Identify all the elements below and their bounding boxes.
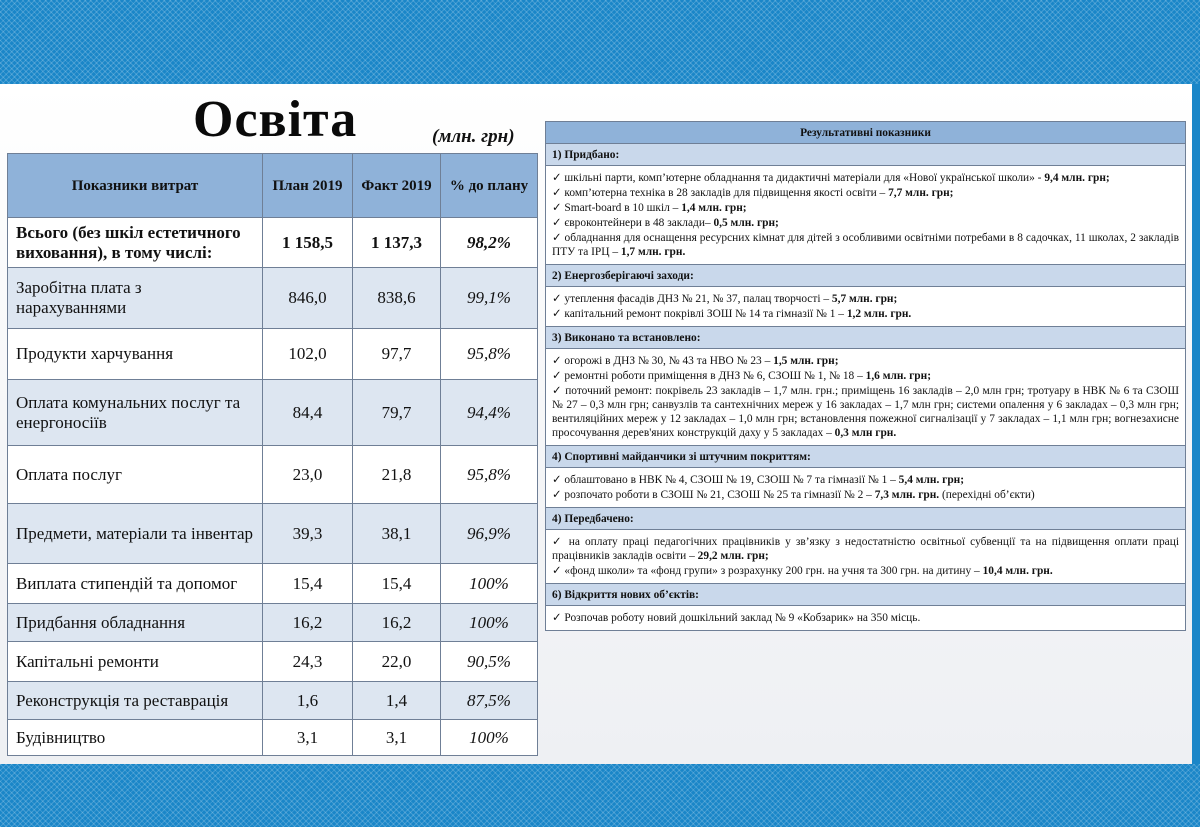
header-percent: % до плану xyxy=(441,154,538,218)
section-body xyxy=(546,166,1186,265)
cost-plan: 102,0 xyxy=(263,329,353,380)
cost-fact: 16,2 xyxy=(353,604,441,642)
table-row xyxy=(8,604,538,642)
cost-fact: 21,8 xyxy=(353,446,441,504)
item-amount: 1,7 млн. грн. xyxy=(620,246,686,258)
cost-plan: 846,0 xyxy=(263,268,353,329)
item-text: ремонтні роботи приміщення в ДНЗ № 6, СЗОШ № 1, № 18 – xyxy=(564,370,866,382)
cost-percent: 96,9% xyxy=(441,504,538,564)
section-body xyxy=(546,468,1186,508)
cost-name: Предмети, матеріали та інвентар xyxy=(8,504,263,564)
check-icon: ✓ xyxy=(552,474,562,486)
list-item xyxy=(552,535,1179,563)
unit-label: (млн. грн) xyxy=(432,126,515,147)
cost-plan: 16,2 xyxy=(263,604,353,642)
cost-plan: 1 158,5 xyxy=(263,218,353,268)
check-icon: ✓ xyxy=(552,612,562,624)
check-icon: ✓ xyxy=(552,355,562,367)
check-icon: ✓ xyxy=(552,217,562,229)
header-plan: План 2019 xyxy=(263,154,353,218)
results-header: Результативні показники xyxy=(546,122,1186,144)
check-icon: ✓ xyxy=(552,232,562,244)
section-title-row xyxy=(546,327,1186,349)
section-title: 6) Відкриття нових об’єктів: xyxy=(546,584,1186,606)
item-text: комп’ютерна техніка в 28 закладів для підвищення якості освіти – xyxy=(564,187,889,199)
cost-percent: 95,8% xyxy=(441,446,538,504)
item-amount: 7,7 млн. грн; xyxy=(888,187,954,199)
item-amount: 29,2 млн. грн; xyxy=(697,550,769,562)
check-icon: ✓ xyxy=(552,385,562,397)
list-item xyxy=(552,307,1179,321)
item-amount: 1,4 млн. грн; xyxy=(681,202,747,214)
cost-name: Всього (без шкіл естетичного виховання), в тому числі: xyxy=(8,218,263,268)
check-icon: ✓ xyxy=(552,172,562,184)
item-amount: 1,6 млн. грн; xyxy=(865,370,931,382)
cost-percent: 94,4% xyxy=(441,380,538,446)
cost-fact: 38,1 xyxy=(353,504,441,564)
section-body xyxy=(546,530,1186,584)
check-icon: ✓ xyxy=(552,370,562,382)
section-body xyxy=(546,287,1186,327)
section-body xyxy=(546,606,1186,631)
item-amount: 5,4 млн. грн; xyxy=(898,474,965,486)
cost-name: Оплата комунальних послуг та енергоносіїв xyxy=(8,380,263,446)
cost-percent: 87,5% xyxy=(441,682,538,720)
list-item xyxy=(552,369,1179,383)
cost-plan: 23,0 xyxy=(263,446,353,504)
list-item xyxy=(552,488,1179,502)
item-text: поточний ремонт: покрівель 23 закладів – 1,7 млн. грн.; приміщень 16 закладів – 2,0 млн грн; тротуару в НВК № 6 та СЗОШ № 27 – 0,3 млн грн; санвузлів та сантехнічних мереж у 16 закладах – 1,7 млн грн; системи опалення у 6 закладах – 0,3 млн грн; вентиляційних мереж у 12 закладах – 1,0 млн грн; встановлення пожежної сигналізації у 7 закладах – 1,1 млн грн; вогнезахисне просочування дерев'яних конструкцій даху у 5 закладах – xyxy=(552,385,1179,439)
section-title-row xyxy=(546,508,1186,530)
cost-percent: 98,2% xyxy=(441,218,538,268)
section-title-row xyxy=(546,446,1186,468)
section-body xyxy=(546,349,1186,446)
cost-name: Оплата послуг xyxy=(8,446,263,504)
cost-percent: 99,1% xyxy=(441,268,538,329)
cost-fact: 3,1 xyxy=(353,720,441,756)
cost-fact: 79,7 xyxy=(353,380,441,446)
cost-name: Заробітна плата з нарахуваннями xyxy=(8,268,263,329)
cost-name: Реконструкція та реставрація xyxy=(8,682,263,720)
item-amount: 1,2 млн. грн. xyxy=(846,308,912,320)
list-item xyxy=(552,201,1179,215)
table-row xyxy=(8,504,538,564)
table-row xyxy=(8,564,538,604)
costs-header-row xyxy=(8,154,538,218)
item-text: огорожі в ДНЗ № 30, № 43 та НВО № 23 – xyxy=(564,355,774,367)
item-text: Smart-board в 10 шкіл – xyxy=(564,202,682,214)
item-text: Розпочав роботу новий дошкільний заклад № 9 «Кобзарик» на 350 місць. xyxy=(564,612,921,624)
results-table xyxy=(545,121,1186,631)
list-item xyxy=(552,171,1179,185)
check-icon: ✓ xyxy=(552,187,562,199)
item-amount: 9,4 млн. грн; xyxy=(1044,172,1110,184)
list-item xyxy=(552,231,1179,259)
table-row xyxy=(8,329,538,380)
table-row xyxy=(8,446,538,504)
item-text: утеплення фасадів ДНЗ № 21, № 37, палац творчості – xyxy=(564,293,832,305)
section-title: 4) Спортивні майданчики зі штучним покриттям: xyxy=(546,446,1186,468)
item-text: облаштовано в НВК № 4, СЗОШ № 19, СЗОШ № 7 та гімназії № 1 – xyxy=(564,474,899,486)
cost-name: Продукти харчування xyxy=(8,329,263,380)
cost-plan: 39,3 xyxy=(263,504,353,564)
cost-plan: 15,4 xyxy=(263,564,353,604)
item-amount: 7,3 млн. грн. xyxy=(874,489,940,501)
slide-right-border xyxy=(1192,84,1200,764)
section-body-row xyxy=(546,287,1186,327)
section-title: 3) Виконано та встановлено: xyxy=(546,327,1186,349)
section-body-row xyxy=(546,349,1186,446)
cost-name: Капітальні ремонти xyxy=(8,642,263,682)
list-item xyxy=(552,473,1179,487)
cost-percent: 100% xyxy=(441,564,538,604)
costs-table xyxy=(7,153,538,756)
cost-fact: 1 137,3 xyxy=(353,218,441,268)
list-item xyxy=(552,354,1179,368)
list-item xyxy=(552,564,1179,578)
item-text: капітальний ремонт покрівлі ЗОШ № 14 та гімназії № 1 – xyxy=(564,308,847,320)
section-title-row xyxy=(546,265,1186,287)
item-text: шкільні парти, комп’ютерне обладнання та дидактичні матеріали для «Нової української школи» - xyxy=(564,172,1045,184)
item-text: обладнання для оснащення ресурсних кімнат для дітей з особливими освітніми потребами в 8 садочках, 11 школах, 2 закладів ПТУ та ІРЦ – xyxy=(552,232,1179,258)
cost-name: Будівництво xyxy=(8,720,263,756)
section-body-row xyxy=(546,166,1186,265)
check-icon: ✓ xyxy=(552,565,562,577)
cost-name: Виплата стипендій та допомог xyxy=(8,564,263,604)
item-amount: 0,5 млн. грн; xyxy=(713,217,779,229)
section-title-row xyxy=(546,144,1186,166)
check-icon: ✓ xyxy=(552,536,564,548)
cost-plan: 3,1 xyxy=(263,720,353,756)
table-row xyxy=(8,268,538,329)
list-item xyxy=(552,216,1179,230)
cost-percent: 100% xyxy=(441,604,538,642)
item-amount: 10,4 млн. грн. xyxy=(982,565,1053,577)
results-header-row xyxy=(546,122,1186,144)
check-icon: ✓ xyxy=(552,308,562,320)
item-text: євроконтейнери в 48 заклади– xyxy=(564,217,714,229)
table-row xyxy=(8,642,538,682)
list-item xyxy=(552,384,1179,440)
table-row xyxy=(8,682,538,720)
table-row xyxy=(8,720,538,756)
header-indicator: Показники витрат xyxy=(8,154,263,218)
item-amount: 1,5 млн. грн; xyxy=(773,355,839,367)
header-fact: Факт 2019 xyxy=(353,154,441,218)
section-body-row xyxy=(546,606,1186,631)
cost-percent: 90,5% xyxy=(441,642,538,682)
section-body-row xyxy=(546,530,1186,584)
list-item xyxy=(552,292,1179,306)
list-item xyxy=(552,611,1179,625)
item-amount: 5,7 млн. грн; xyxy=(831,293,898,305)
cost-fact: 1,4 xyxy=(353,682,441,720)
table-row xyxy=(8,380,538,446)
list-item xyxy=(552,186,1179,200)
cost-plan: 1,6 xyxy=(263,682,353,720)
check-icon: ✓ xyxy=(552,293,562,305)
cost-fact: 838,6 xyxy=(353,268,441,329)
cost-percent: 95,8% xyxy=(441,329,538,380)
section-title: 2) Енергозберігаючі заходи: xyxy=(546,265,1186,287)
item-note: (перехідні об’єкти) xyxy=(939,489,1035,501)
item-text: «фонд школи» та «фонд групи» з розрахунку 200 грн. на учня та 300 грн. на дитину – xyxy=(564,565,983,577)
check-icon: ✓ xyxy=(552,202,562,214)
section-title: 1) Придбано: xyxy=(546,144,1186,166)
cost-fact: 22,0 xyxy=(353,642,441,682)
check-icon: ✓ xyxy=(552,489,562,501)
page-title: Освіта xyxy=(193,91,358,148)
item-amount: 0,3 млн грн. xyxy=(834,427,897,439)
cost-fact: 97,7 xyxy=(353,329,441,380)
section-title: 4) Передбачено: xyxy=(546,508,1186,530)
cost-plan: 84,4 xyxy=(263,380,353,446)
cost-fact: 15,4 xyxy=(353,564,441,604)
section-title-row xyxy=(546,584,1186,606)
cost-percent: 100% xyxy=(441,720,538,756)
cost-name: Придбання обладнання xyxy=(8,604,263,642)
cost-plan: 24,3 xyxy=(263,642,353,682)
costs-total-row xyxy=(8,218,538,268)
item-text: на оплату праці педагогічних працівників у зв’язку з недостатністю освітньої субвенції та на підвищення оплати праці працівників закладів освіти – xyxy=(552,536,1179,562)
section-body-row xyxy=(546,468,1186,508)
item-text: розпочато роботи в СЗОШ № 21, СЗОШ № 25 та гімназії № 2 – xyxy=(564,489,875,501)
